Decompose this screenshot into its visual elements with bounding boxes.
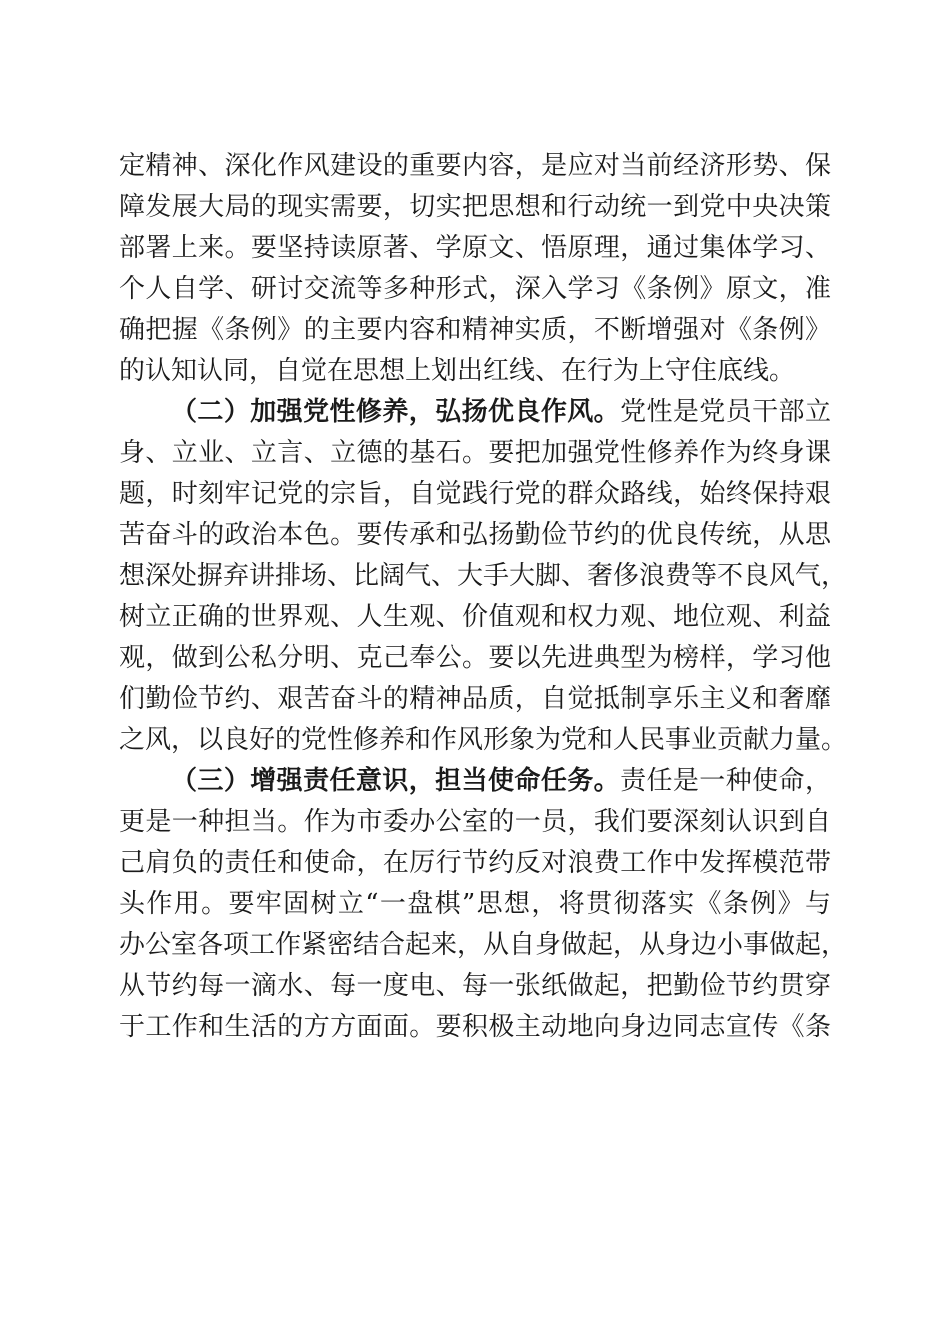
text-line: 确把握《条例》的主要内容和精神实质，不断增强对《条例》	[119, 315, 831, 345]
text-line: 个人自学、研讨交流等多种形式，深入学习《条例》原文，准	[119, 274, 831, 304]
text-line: 于工作和生活的方方面面。要积极主动地向身边同志宣传《条	[119, 1012, 831, 1042]
text-line: 定精神、深化作风建设的重要内容，是应对当前经济形势、保	[119, 151, 831, 181]
text-line: 的认知认同，自觉在思想上划出红线、在行为上守住底线。	[119, 356, 796, 386]
text-line: 己肩负的责任和使命，在厉行节约反对浪费工作中发挥模范带	[119, 848, 831, 878]
text-line: 障发展大局的现实需要，切实把思想和行动统一到党中央决策	[119, 192, 831, 222]
text-line: 头作用。要牢固树立“一盘棋”思想，将贯彻落实《条例》与	[119, 889, 831, 919]
text-line: 题，时刻牢记党的宗旨，自觉践行党的群众路线，始终保持艰	[119, 479, 831, 509]
text-line: 们勤俭节约、艰苦奋斗的精神品质，自觉抵制享乐主义和奢靡	[119, 684, 831, 714]
text-line: 办公室各项工作紧密结合起来，从自身做起，从身边小事做起，	[119, 930, 848, 960]
paragraph-2	[119, 392, 848, 761]
text-line: 苦奋斗的政治本色。要传承和弘扬勤俭节约的优良传统，从思	[119, 520, 831, 550]
text-line: 更是一种担当。作为市委办公室的一员，我们要深刻认识到自	[119, 807, 831, 837]
paragraph-1	[119, 146, 831, 392]
text-line: 身、立业、立言、立德的基石。要把加强党性修养作为终身课	[119, 438, 831, 468]
text-line: 从节约每一滴水、每一度电、每一张纸做起，把勤俭节约贯穿	[119, 971, 831, 1001]
section-heading-line	[119, 392, 831, 433]
text-run: 责任是一种使命，	[620, 766, 831, 796]
document-page	[119, 146, 848, 1048]
section-heading: （三）增强责任意识，担当使命任务。	[171, 766, 621, 796]
paragraph-3	[119, 761, 848, 1048]
text-line: 想深处摒弃讲排场、比阔气、大手大脚、奢侈浪费等不良风气，	[119, 561, 848, 591]
text-line: 树立正确的世界观、人生观、价值观和权力观、地位观、利益	[119, 602, 831, 632]
text-line: 之风，以良好的党性修养和作风形象为党和人民事业贡献力量。	[119, 725, 848, 755]
text-line: 部署上来。要坚持读原著、学原文、悟原理，通过集体学习、	[119, 233, 831, 263]
section-heading: （二）加强党性修养，弘扬优良作风。	[171, 397, 621, 427]
text-run: 党性是党员干部立	[620, 397, 831, 427]
text-line: 观，做到公私分明、克己奉公。要以先进典型为榜样，学习他	[119, 643, 831, 673]
section-heading-line	[119, 761, 831, 802]
